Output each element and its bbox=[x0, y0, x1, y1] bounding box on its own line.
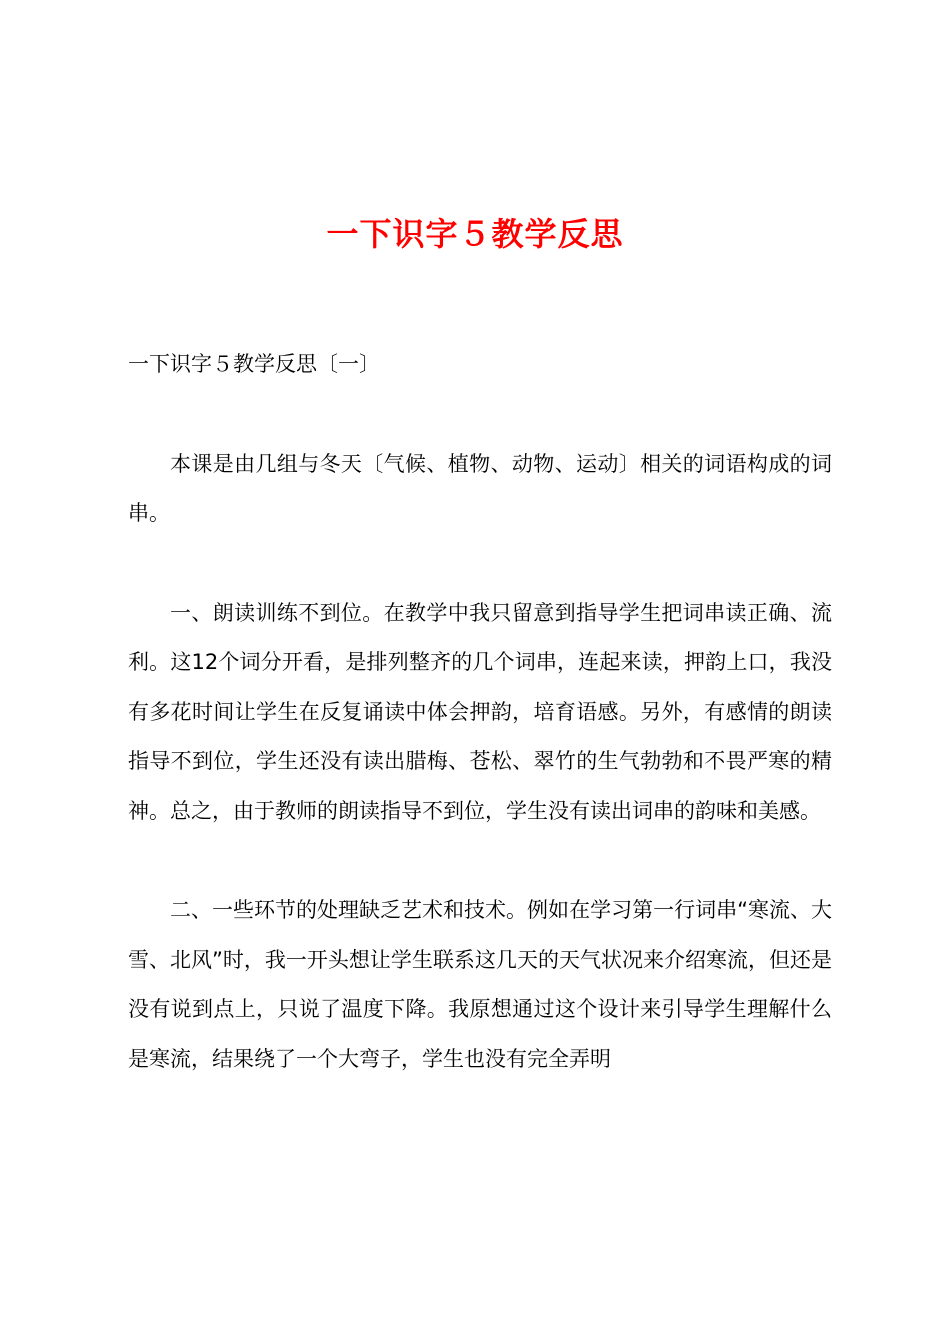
document-title: 一下识字５教学反思 bbox=[326, 215, 624, 253]
paragraph-intro: 本课是由几组与冬天〔气候、植物、动物、运动〕相关的词语构成的词串。 bbox=[128, 451, 832, 525]
paragraph-point-one: 一、朗读训练不到位。在教学中我只留意到指导学生把词串读正确、流利。这12个词分开看，是排列整齐的几个词串，连起来读，押韵上口，我没有多花时间让学生在反复诵读中体会押韵，培育语感。另外，有感情的朗读指导不到位，学生还没有读出腊梅、苍松、翠竹的生气勃勃和不畏严寒的精神。总之，由于教师的朗读指导不到位，学生没有读出词串的韵味和美感。 bbox=[128, 600, 832, 823]
section-heading: 一下识字５教学反思〔一〕 bbox=[128, 352, 380, 376]
document-body bbox=[128, 340, 832, 1134]
paragraph-point-two: 二、一些环节的处理缺乏艺术和技术。例如在学习第一行词串“寒流、大雪、北风”时，我一开头想让学生联系这几天的天气状况来介绍寒流，但还是没有说到点上，只说了温度下降。我原想通过这个设计来引导学生理解什么是寒流，结果绕了一个大弯子，学生也没有完全弄明 bbox=[128, 898, 832, 1071]
